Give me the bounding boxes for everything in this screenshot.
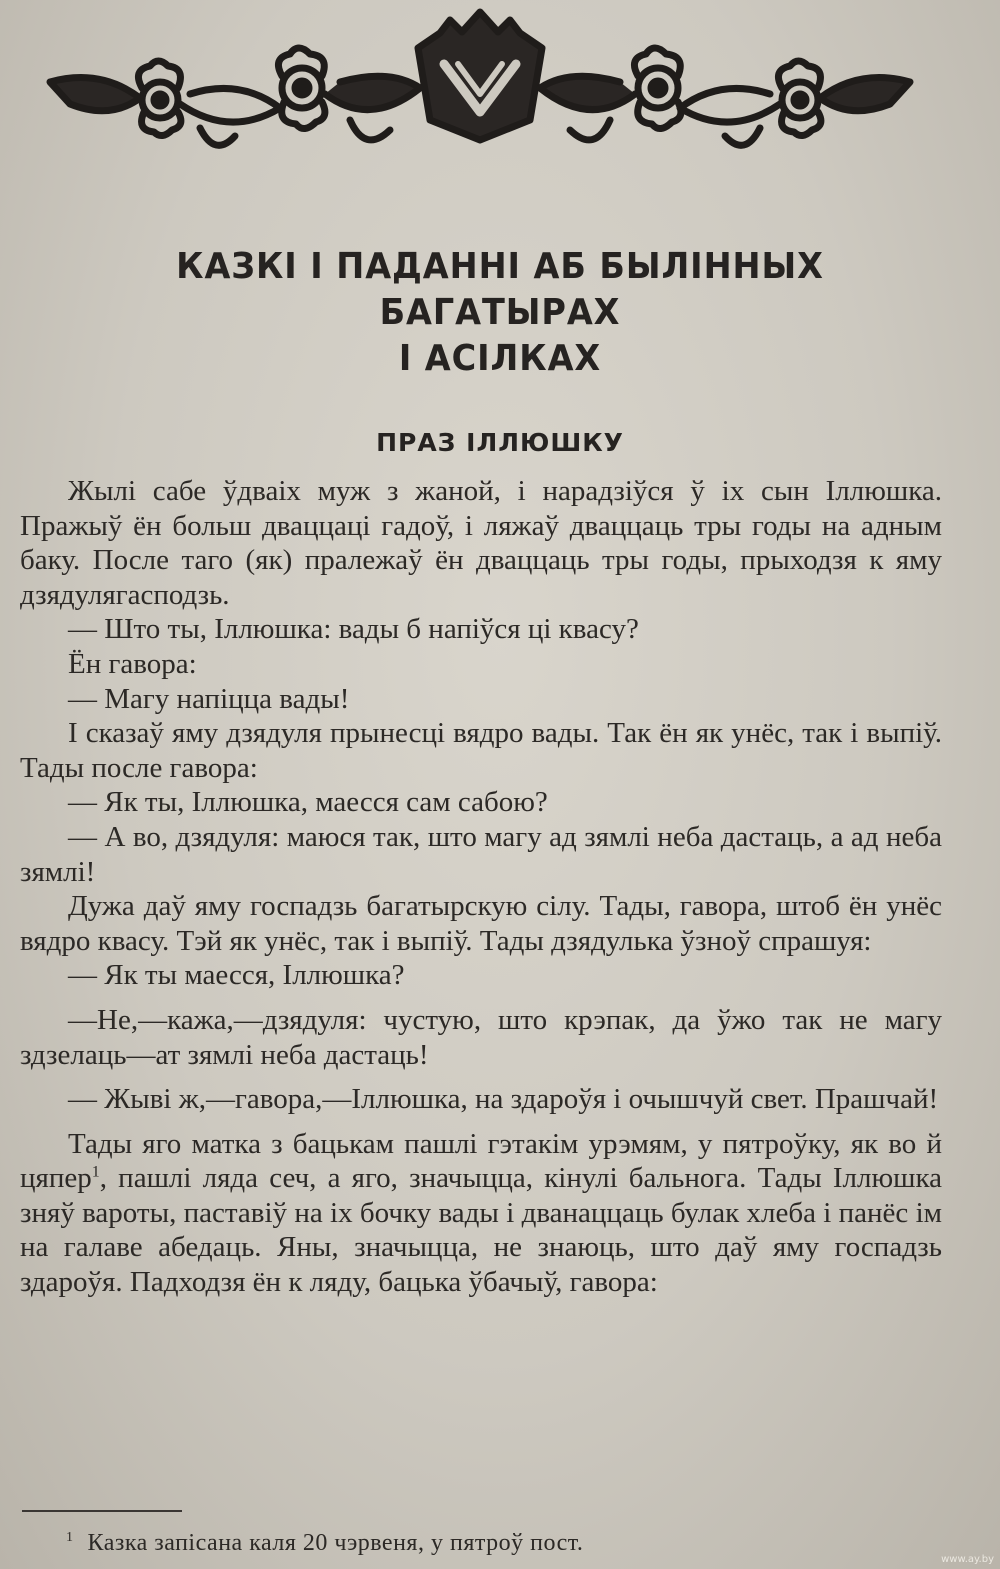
paragraph-part: Тады яго матка з бацькам пашлі гэтакім урэмям, у пятроўку, як во й цяпер	[20, 1127, 942, 1195]
paragraph	[20, 1127, 942, 1300]
paragraph: — Жыві ж,—гавора,—Іллюшка, на здароўя і очышчуй свет. Прашчай!	[68, 1083, 939, 1116]
paragraph: — Як ты маесся, Іллюшка?	[68, 959, 405, 992]
story-body	[20, 474, 942, 1300]
paragraph: —Не,—кажа,—дзядуля: чустую, што крэпак, да ўжо так не магу здзелаць—ат зямлі неба дастаць!	[20, 1003, 942, 1071]
paragraph: І сказаў яму дзядуля прынесці вядро вады. Так ён як унёс, так і выпіў. Тады после гавора:	[20, 717, 942, 784]
footnote	[66, 1530, 583, 1557]
footnote-marker: 1	[66, 1530, 74, 1545]
paragraph: — Як ты, Іллюшка, маесся сам сабою?	[68, 786, 548, 819]
story-title: ПРАЗ ІЛЛЮШКУ	[376, 428, 624, 457]
paragraph: Ён гавора:	[68, 647, 197, 680]
section-title-line1: КАЗКІ І ПАДАННІ АБ БЫЛІННЫХ БАГАТЫРАХ	[176, 246, 824, 333]
footnote-text: Казка запісана каля 20 чэрвеня, у пятроў пост.	[87, 1530, 584, 1556]
paragraph: — Магу напіцца вады!	[68, 682, 350, 715]
section-title-line2: І АСІЛКАХ	[398, 338, 602, 379]
paragraph: — А во, дзядуля: маюся так, што магу ад зямлі неба дастаць, а ад неба зямлі!	[20, 820, 942, 888]
paragraph: Дужа даў яму госпадзь багатырскую сілу. Тады, гавора, штоб ён унёс вядро квасу. Тэй як унёс, так і выпіў. Тады дзядулька ўзноў спрашуя:	[20, 890, 942, 957]
paragraph-part: , пашлі ляда сеч, а яго, значыцца, кінулі бальнога. Тады Іллюшка зняў вароты, паставіў на іх бочку вады і дванаццаць булак хлеба і панёс ім на галаве абедаць. Яны, значыцца, не знаюць, што даў яму госпадзь здароўя. Падходзя ён к ляду, бацька ўбачыў, гавора:	[20, 1162, 942, 1299]
watermark: www.ay.by	[941, 1554, 994, 1565]
footnote-reference: 1	[91, 1163, 100, 1181]
paragraph: — Што ты, Іллюшка: вады б напіўся ці квасу?	[68, 613, 639, 646]
decorative-ornament	[40, 8, 920, 168]
section-title	[72, 244, 928, 382]
footnote-divider	[22, 1510, 182, 1512]
paragraph: Жылі сабе ўдваіх муж з жаной, і нарадзіўся ў іх сын Іллюшка. Пражыў ён больш дваццаці гадоў, і ляжаў дваццаць тры годы на адным баку. После таго (як) пралежаў ён дваццаць тры годы, прыходзя к яму дзядулягасподзь.	[20, 475, 942, 611]
